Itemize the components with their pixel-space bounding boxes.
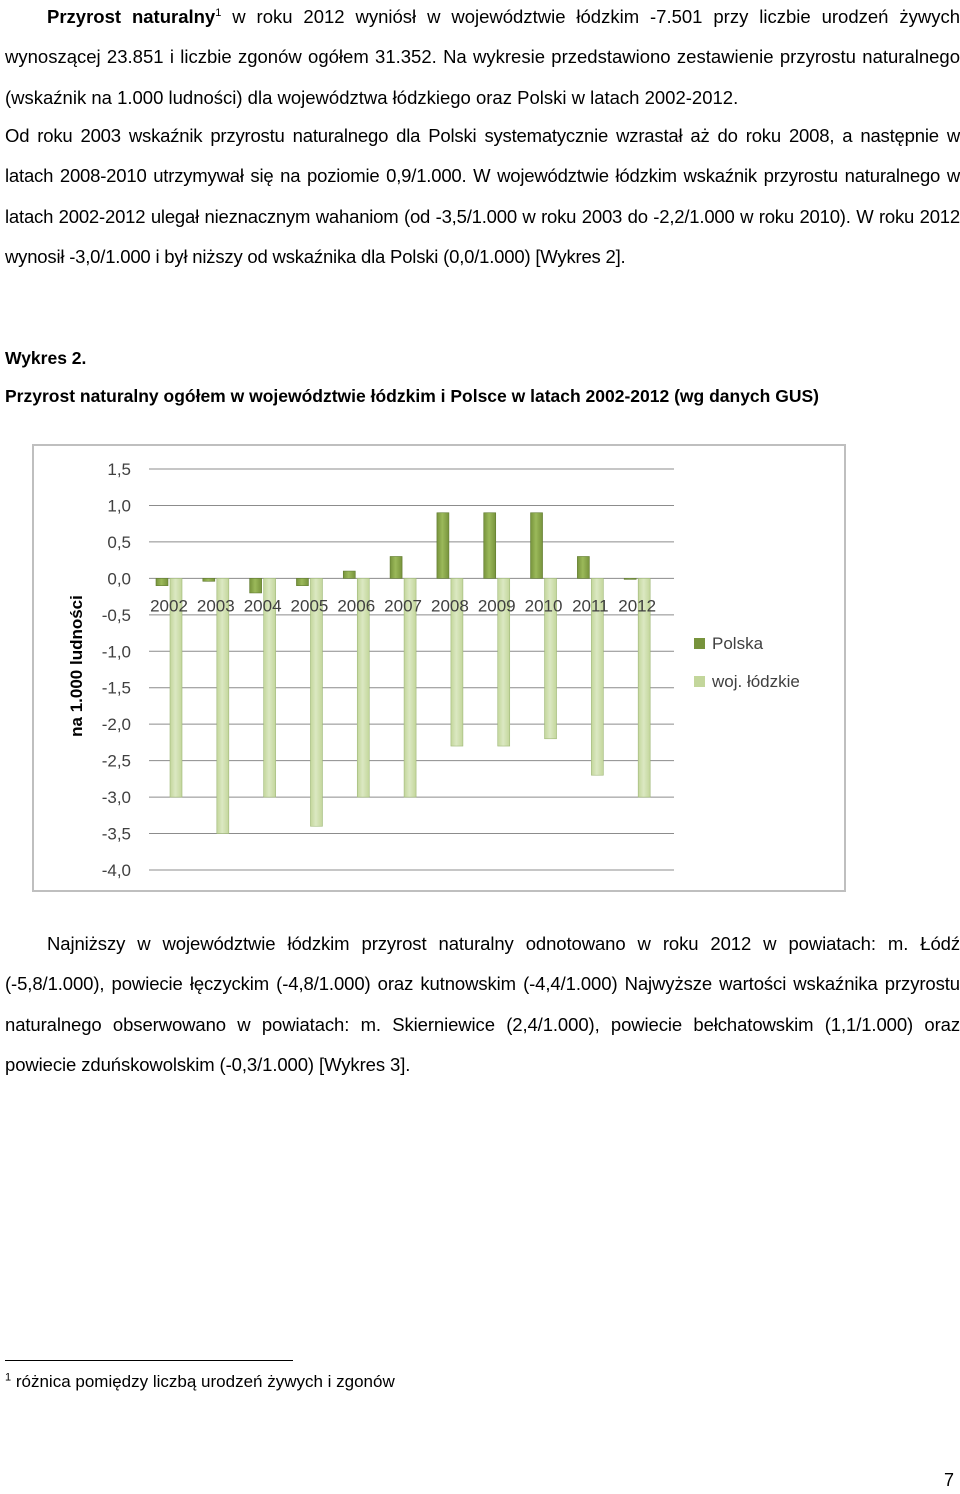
y-axis-title: na 1.000 ludności [67,595,86,737]
y-tick-label: -3,5 [101,824,131,844]
legend-swatch [694,638,705,649]
y-tick-label: -4,0 [101,861,131,880]
x-tick-label: 2011 [572,596,609,616]
legend-label: Polska [712,634,764,653]
bar-polska [390,556,402,578]
bar-polska [437,513,449,579]
footnote-text: różnica pomiędzy liczbą urodzeń żywych i zgonów [11,1372,395,1391]
y-tick-label: -3,0 [101,788,131,808]
bar-polska [250,578,262,593]
footnote-reference[interactable]: 1 [215,6,222,19]
y-tick-label: -2,0 [101,715,131,735]
bar-polska [484,513,496,579]
bar-polska [624,578,636,579]
page-number: 7 [943,1470,954,1490]
footnote [5,1372,395,1392]
x-tick-label: 2008 [430,596,469,616]
y-tick-label: 1,5 [107,460,131,479]
bar-lodzkie [217,578,229,833]
y-tick-label: -2,5 [101,751,131,771]
bar-polska [156,578,168,585]
y-tick-label: -1,5 [101,678,131,698]
figure-title: Przyrost naturalny ogółem w województwie łódzkim i Polsce w latach 2002-2012 (wg danych GUS) [5,386,819,406]
districts-text: Najniższy w województwie łódzkim przyrost naturalny odnotowano w roku 2012 w powiatach: m. Łódź (-5,8/1.000), powiecie łęczyckim (-4,8/1.000) oraz kutnowskim (-4,4/1.000) Najwyższe wartości wskaźnika przyrostu naturalnego obserwowano w powiatach: m. Skierniewice (2,4/1.000), powiecie bełchatowskim (1,1/1.000) oraz powiecie zduńskowolskim (-0,3/1.000) [Wykres 3]. [5,933,960,1075]
legend-label: woj. łódzkie [712,672,800,691]
y-tick-label: -0,5 [101,605,131,625]
footnote-divider [5,1360,293,1361]
y-tick-label: 0,5 [107,532,131,552]
x-tick-label: 2009 [477,596,516,616]
bar-polska [531,513,543,579]
bar-polska [577,556,589,578]
chart [32,444,846,892]
x-tick-label: 2005 [290,596,329,616]
y-tick-label: -1,0 [101,642,131,662]
x-tick-label: 2006 [337,596,376,616]
intro-term: Przyrost naturalny [47,6,216,27]
x-tick-label: 2010 [524,596,563,616]
y-tick-label: 0,0 [107,569,131,589]
footnote-number: 1 [5,1371,12,1384]
x-tick-label: 2004 [243,596,282,616]
legend-swatch [694,676,705,687]
bar-polska [296,578,308,585]
bar-polska [203,578,215,581]
districts-paragraph [5,924,960,1085]
chart-svg [34,446,844,890]
x-tick-label: 2012 [618,596,657,616]
trend-paragraph: Od roku 2003 wskaźnik przyrostu naturalnego dla Polski systematycznie wzrastał aż do roku 2008, a następnie w latach 2008-2010 utrzymywał się na poziomie 0,9/1.000. W województwie łódzkim wskaźnik przyrostu naturalnego w latach 2002-2012 ulegał nieznacznym wahaniom (od -3,5/1.000 w roku 2003 do -2,2/1.000 w roku 2010). W roku 2012 wynosił -3,0/1.000 i był niższy od wskaźnika dla Polski (0,0/1.000) [Wykres 2]. [5,125,960,267]
intro-paragraph [5,0,960,118]
x-tick-label: 2002 [150,596,188,616]
x-tick-label: 2003 [196,596,235,616]
x-tick-label: 2007 [384,596,423,616]
y-tick-label: 1,0 [107,496,131,516]
intro-text: w roku 2012 wyniósł w województwie łódzkim -7.501 przy liczbie urodzeń żywych wynoszącej 23.851 i liczbie zgonów ogółem 31.352. Na wykresie przedstawiono zestawienie przyrostu naturalnego (wskaźnik na 1.000 ludności) dla województwa łódzkiego oraz Polski w latach 2002-2012. [5,6,960,108]
bar-polska [343,571,355,578]
bar-lodzkie [310,578,322,826]
figure-label: Wykres 2. [5,348,87,368]
